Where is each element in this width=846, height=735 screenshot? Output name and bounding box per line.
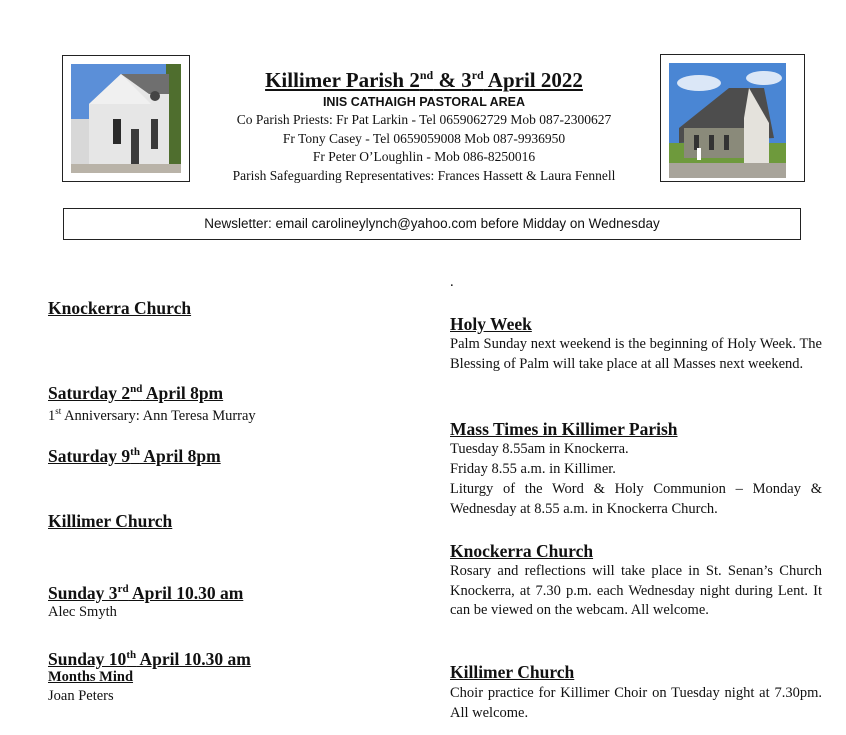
mass-times-line-3: Liturgy of the Word & Holy Communion – Monday & Wednesday at 8.55 a.m. in Knockerra Church.	[450, 481, 822, 517]
joan-peters-intention: Joan Peters	[48, 688, 114, 704]
months-mind-label: Months Mind	[48, 669, 134, 685]
priest-line-3: Fr Peter O’Loughlin - Mob 086-8250016	[312, 149, 536, 164]
anniversary-intention: 1st Anniversary: Ann Teresa Murray	[48, 406, 256, 424]
killimer-church-notice-text: Choir practice for Killimer Choir on Tuesday night at 7.30pm. All welcome.	[450, 685, 822, 721]
priest-line-2: Fr Tony Casey - Tel 0659059008 Mob 087-9936950	[282, 130, 566, 146]
alec-smyth-intention: Alec Smyth	[48, 604, 117, 620]
knockerra-church-notice-heading: Knockerra Church	[450, 541, 594, 561]
knockerra-church-heading: Knockerra Church	[48, 298, 192, 318]
holy-week-heading: Holy Week	[450, 314, 532, 334]
sunday-10-heading: Sunday 10th April 10.30 am	[48, 648, 251, 669]
church-image	[669, 63, 786, 178]
saturday-2-heading: Saturday 2nd April 8pm	[48, 382, 224, 403]
killimer-church-notice-heading: Killimer Church	[450, 662, 575, 682]
mass-times-line-1: Tuesday 8.55am in Knockerra.	[450, 441, 629, 457]
pastoral-area: INIS CATHAIGH PASTORAL AREA	[322, 95, 526, 109]
safeguarding-line: Parish Safeguarding Representatives: Frances Hassett & Laura Fennell	[232, 167, 616, 183]
knockerra-church-photo	[62, 55, 190, 182]
page-title: Killimer Parish 2nd & 3rd April 2022	[265, 68, 583, 92]
stray-dot: .	[450, 274, 454, 290]
priest-line-1: Co Parish Priests: Fr Pat Larkin - Tel 0659062729 Mob 087-2300627	[236, 112, 612, 127]
killimer-church-heading: Killimer Church	[48, 511, 173, 531]
knockerra-church-notice-text: Rosary and reflections will take place in St. Senan’s Church Knockerra, at 7.30 p.m. each Wednesday night during Lent. It can be viewed on the webcam. All welcome.	[450, 563, 822, 618]
killimer-church-photo	[660, 54, 805, 182]
holy-week-text: Palm Sunday next weekend is the beginning of Holy Week. The Blessing of Palm will take place at all Masses next weekend.	[450, 336, 822, 372]
mass-times-heading: Mass Times in Killimer Parish	[450, 419, 678, 439]
church-image	[71, 64, 181, 173]
mass-times-line-2: Friday 8.55 a.m. in Killimer.	[450, 461, 616, 477]
newsletter-header	[190, 62, 658, 185]
newsletter-notice: Newsletter: email carolineylynch@yahoo.com before Midday on Wednesday	[63, 208, 801, 240]
saturday-9-heading: Saturday 9th April 8pm	[48, 445, 221, 466]
sunday-3-heading: Sunday 3rd April 10.30 am	[48, 582, 244, 603]
